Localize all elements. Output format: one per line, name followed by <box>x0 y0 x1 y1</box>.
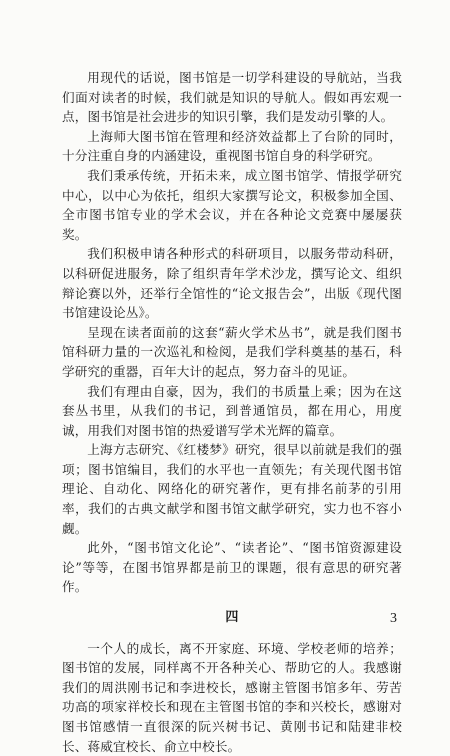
paragraph: 呈现在读者面前的这套“薪火学术丛书”，就是我们图书馆科研力量的一次巡礼和检阅，是我们学科奠基的基石，科学研究的重器，百年大计的起点，努力奋斗的见证。 <box>62 324 402 379</box>
paragraph: 我们积极申请各种形式的科研项目，以服务带动科研，以科研促进服务，除了组织青年学术沙龙，撰写论文、组织辩论赛以外，还举行全馆性的“论文报告会”，出版《现代图书馆建设论丛》。 <box>62 246 402 321</box>
page-number: 3 <box>390 611 397 626</box>
paragraph: 此外，“图书馆文化论”、“读者论”、“图书馆资源建设论”等等，在图书馆界都是前卫的课题，很有意思的研究著作。 <box>62 540 402 595</box>
paragraph: 上海师大图书馆在管理和经济效益都上了台阶的同时，十分注重自身的内涵建设，重视图书馆自身的科学研究。 <box>62 128 402 164</box>
paragraph: 一个人的成长，离不开家庭、环境、学校老师的培养；图书馆的发展，同样离不开各种关心、帮助它的人。我感谢我们的周洪刚书记和李进校长，感谢主管图书馆多年、劳苦功高的项家祥校长和现在主管图书馆的李和兴校长，感谢对图书馆感情一直很深的阮兴树书记、黄刚书记和陆建非校长、蒋威宜校长、俞立中校长。 <box>62 640 402 754</box>
body-text <box>62 68 402 756</box>
paragraph: 用现代的话说，图书馆是一切学科建设的导航站，当我们面对读者的时候，我们就是知识的导航人。假如再宏观一点，图书馆是社会进步的知识引擎，我们是发动引擎的人。 <box>62 70 402 125</box>
paragraph: 上海方志研究、《红楼梦》研究，很早以前就是我们的强项；图书馆编目，我们的水平也一直领先；有关现代图书馆理论、自动化、网络化的研究著作，更有排名前茅的引用率，我们的古典文献学和图书馆文献学研究，实力也不容小觑。 <box>62 442 402 536</box>
section-heading: 四 <box>225 610 239 626</box>
paragraph: 我们秉承传统，开拓未来，成立图书馆学、情报学研究中心，以中心为依托，组织大家撰写论文，积极参加全国、全市图书馆专业的学术会议，并在各种论文竞赛中屡屡获奖。 <box>62 167 402 242</box>
paragraph: 我们有理由自豪，因为，我们的书质量上乘；因为在这套丛书里，从我们的书记，到普通馆员，都在用心，用度诚，用我们对图书馆的热爱谱写学术光辉的篇章。 <box>62 383 402 438</box>
